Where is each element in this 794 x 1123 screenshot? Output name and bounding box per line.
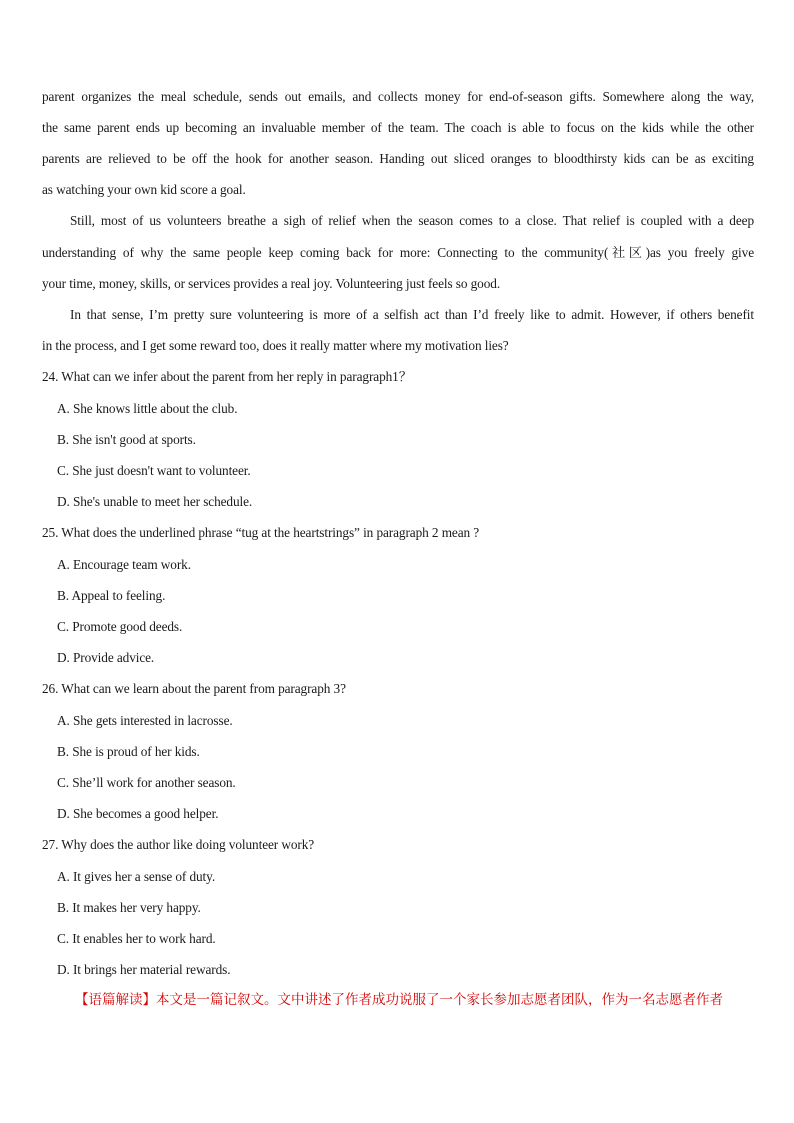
question-option: A. Encourage team work. <box>57 557 191 572</box>
question-option: D. Provide advice. <box>57 650 155 665</box>
question-option: C. She’ll work for another season. <box>57 775 236 790</box>
question-option: C. She just doesn't want to volunteer. <box>57 463 251 478</box>
question-option: C. Promote good deeds. <box>57 619 183 634</box>
question-stem: 24. What can we infer about the parent from her reply in paragraph1？ <box>42 369 412 384</box>
question-option: D. It brings her material rewards. <box>57 962 231 977</box>
question-option: A. She knows little about the club. <box>57 401 238 416</box>
question-option: B. She is proud of her kids. <box>57 744 200 759</box>
question-option: B. Appeal to feeling. <box>57 588 166 603</box>
passage-line: your time, money, skills, or services provides a real joy. Volunteering just feels so good. <box>42 276 501 291</box>
passage-line: understanding of why the same people keep coming back for more: Connecting to the community(社区)as you freely give <box>42 245 754 260</box>
passage-line: the same parent ends up becoming an invaluable member of the team. The coach is able to focus on the kids while the other <box>42 120 754 135</box>
passage-line: as watching your own kid score a goal. <box>42 182 246 197</box>
passage-line: In that sense, I’m pretty sure volunteering is more of a selfish act than I’d freely like to admit. However, if others benefit <box>70 307 754 322</box>
question-option: B. It makes her very happy. <box>57 900 201 915</box>
question-stem: 27. Why does the author like doing volunteer work? <box>42 837 315 852</box>
passage-analysis: 【语篇解读】本文是一篇记叙文。文中讲述了作者成功说服了一个家长参加志愿者团队，作为一名志愿者作者 <box>75 992 723 1008</box>
question-option: C. It enables her to work hard. <box>57 931 216 946</box>
question-stem: 26. What can we learn about the parent from paragraph 3? <box>42 681 346 696</box>
passage-line: parent organizes the meal schedule, sends out emails, and collects money for end-of-season gifts. Somewhere along the way, <box>42 89 754 104</box>
question-option: A. She gets interested in lacrosse. <box>57 713 233 728</box>
question-option: D. She becomes a good helper. <box>57 806 219 821</box>
passage-line: parents are relieved to be off the hook for another season. Handing out sliced oranges to bloodthirsty kids can be as exciting <box>42 151 754 166</box>
passage-line: in the process, and I get some reward too, does it really matter where my motivation lies? <box>42 338 509 353</box>
question-option: A. It gives her a sense of duty. <box>57 869 216 884</box>
question-option: B. She isn't good at sports. <box>57 432 196 447</box>
passage-line: Still, most of us volunteers breathe a sigh of relief when the season comes to a close. That relief is coupled with a deep <box>70 213 754 228</box>
question-option: D. She's unable to meet her schedule. <box>57 494 253 509</box>
question-stem: 25. What does the underlined phrase “tug at the heartstrings” in paragraph 2 mean ? <box>42 525 480 540</box>
